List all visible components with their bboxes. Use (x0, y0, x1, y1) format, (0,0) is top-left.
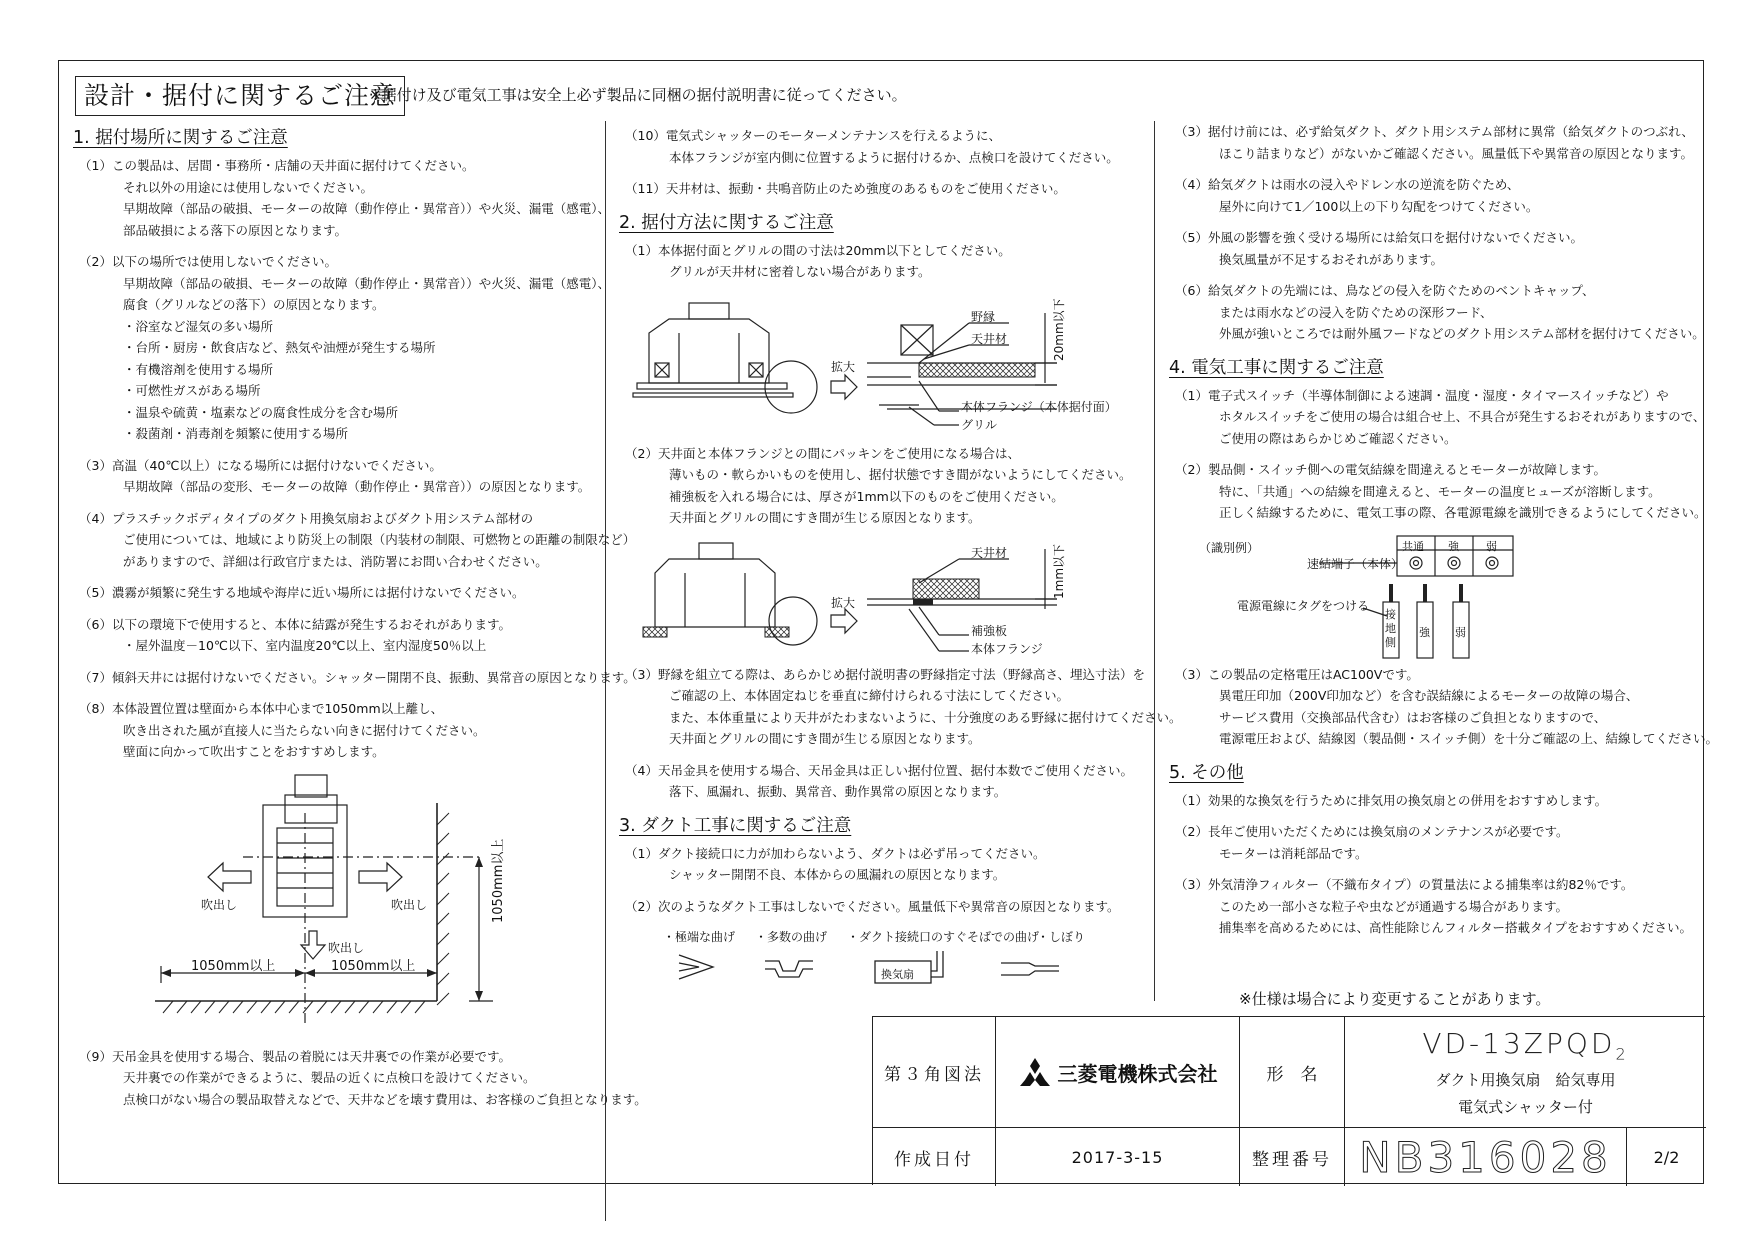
text-line: （2）以下の場所では使用しないでください。 (79, 254, 337, 269)
model-desc-1: ダクト用換気扇 給気専用 (1435, 1071, 1616, 1090)
list-item (73, 614, 603, 657)
section-5-heading: 5. その他 (1169, 762, 1244, 783)
section-3-item-1 (619, 843, 1149, 886)
column-3 (1169, 121, 1719, 949)
text-line: 早期故障（部品の変形、モーターの故障（動作停止・異常音））の原因となります。 (123, 479, 591, 494)
text-line: （2）天井面と本体フランジとの間にパッキンをご使用になる場合は、 (625, 445, 1021, 461)
list-item (619, 664, 1182, 750)
text-line: （10）電気式シャッターのモーターメンテナンスを行えるように、 (625, 128, 1002, 143)
terminal-col-strong: 強 (1448, 539, 1459, 553)
list-item (619, 843, 1149, 886)
list-item (619, 443, 1149, 529)
text-line: 捕集率を高めるためには、高性能除じんフィルター搭載タイプをおすすめください。 (1219, 920, 1693, 935)
column-divider-2 (1154, 121, 1155, 1001)
maker-cell (995, 1017, 1239, 1127)
text-line: （2）長年ご使用いただくためには換気扇のメンテナンスが必要です。 (1175, 824, 1569, 839)
section-3-heading: 3. ダクト工事に関するご注意 (619, 815, 852, 836)
text-line: （1）ダクト接続口に力が加わらないよう、ダクトは必ず吊ってください。 (625, 845, 1046, 861)
list-item (73, 251, 611, 445)
dim-label-left: 1050mm以上 (191, 958, 276, 974)
label-ceiling-material-2: 天井材 (971, 545, 1008, 560)
column-1 (73, 125, 647, 1120)
text-line: （5）外風の影響を強く受ける場所には給気口を据付けないでください。 (1175, 230, 1583, 245)
list-item (1169, 280, 1705, 345)
terminal-col-weak: 弱 (1486, 539, 1497, 553)
text-line: （2）製品側・スイッチ側への電気結線を間違えるとモーターが故障します。 (1175, 462, 1606, 477)
section-3-item-2 (619, 896, 1149, 918)
text-line: 早期故障（部品の破損、モーターの故障（動作停止・異常音））や火災、漏電（感電）、 (123, 201, 611, 216)
section-1-item-9 (73, 1046, 647, 1111)
number-cell: NB316028 (1344, 1127, 1626, 1186)
list-item (73, 508, 636, 573)
text-line: （3）据付け前には、必ず給気ダクト、ダクト用システム部材に異常（給気ダクトのつぶれ、 (1175, 124, 1694, 139)
text-line: （4）天吊金具を使用する場合、天吊金具は正しい据付位置、据付本数でご使用ください。 (625, 762, 1133, 778)
text-line: 特に、「共通」への結線を間違えると、モーターの温度ヒューズが溶断します。 (1219, 483, 1661, 499)
spec-note: ※仕様は場合により変更することがあります。 (1239, 990, 1551, 1008)
wire-tag-weak: 弱 (1455, 625, 1466, 639)
text-line: （8）本体設置位置は壁面から本体中心まで1050mm以上離し、 (79, 701, 444, 716)
text-line: （11）天井材は、振動・共鳴音防止のため強度のあるものをご使用ください。 (625, 181, 1066, 196)
page-title: 設計・据付に関するご注意 (75, 76, 405, 116)
dim-label-vertical: 1050mm以上 (491, 838, 506, 923)
text-line: ・殺菌剤・消毒剤を頻繁に使用する場所 (123, 426, 349, 441)
text-line: 電源電圧および、結線図（製品側・スイッチ側）を十分ご確認の上、結線してください。 (1219, 731, 1719, 746)
list-item (619, 178, 1149, 200)
text-line: 腐食（グリルなどの落下）の原因となります。 (123, 297, 385, 312)
text-line: 外風が強いところでは耐外風フードなどのダクト用システム部材を据付けてください。 (1219, 326, 1705, 341)
text-line: ・屋外温度－10℃以下、室内温度20℃以上、室内湿度50％以上 (123, 638, 487, 653)
text-line: 薄いもの・軟らかいものを使用し、据付状態ですき間がないようにしてください。 (669, 467, 1132, 482)
flange-figure-2 (619, 539, 1149, 664)
section-2-item-4 (619, 760, 1149, 803)
dim-label-1mm: 1mm以下 (1052, 543, 1066, 599)
wiring-figure (1169, 534, 1699, 664)
text-line: 天井面とグリルの間にすき間が生じる原因となります。 (669, 731, 981, 746)
list-item (1169, 227, 1699, 270)
section-3-items-continued (1169, 121, 1705, 345)
date-cell: 2017-3-15 (995, 1127, 1239, 1186)
duct-label-squeeze: ・しぼり (1037, 930, 1086, 944)
duct-labels (619, 927, 1149, 947)
mitsubishi-logo-icon (1018, 1056, 1052, 1088)
text-line: 正しく結線するために、電気工事の際、各電源電線を識別できるようにしてください。 (1219, 505, 1707, 520)
title-block (872, 1016, 1705, 1185)
list-item (1169, 790, 1699, 812)
section-4-item-3 (1169, 664, 1719, 750)
section-2-item-1 (619, 240, 1149, 283)
terminal-col-common: 共通 (1402, 539, 1424, 553)
text-line: ・温泉や硫黄・塩素などの腐食性成分を含む場所 (123, 404, 399, 420)
wire-tag-ground: 接地側 (1385, 607, 1396, 649)
text-line: （6）以下の環境下で使用すると、本体に結露が発生するおそれがあります。 (79, 616, 511, 632)
text-line: それ以外の用途には使用しないでください。 (123, 179, 374, 195)
label-reinforcing-plate: 補強板 (971, 623, 1008, 638)
text-line: がありますので、詳細は行政官庁または、消防署にお問い合わせください。 (123, 553, 548, 569)
text-line: 天井面とグリルの間にすき間が生じる原因となります。 (669, 510, 981, 525)
list-item (1169, 385, 1706, 450)
list-item (73, 582, 603, 604)
duct-label-sharp: ・極端な曲げ (663, 930, 736, 944)
blow-label-left: 吹出し (201, 897, 238, 912)
text-line: 点検口がない場合の製品取替えなどで、天井などを壊す費用は、お客様のご負担となります。 (123, 1091, 647, 1107)
list-item (1169, 874, 1699, 939)
list-item (1169, 664, 1719, 750)
column-2 (619, 125, 1182, 987)
model-label-cell: 形 名 (1239, 1017, 1344, 1127)
tag-label: 電源電線にタグをつける (1237, 598, 1370, 613)
list-item (73, 667, 636, 689)
list-item (73, 698, 603, 763)
duct-figure (619, 947, 1149, 987)
list-item (1169, 174, 1699, 217)
text-line: 壁面に向かって吹出すことをおすすめします。 (123, 744, 385, 759)
projection-cell: 第３角図法 (884, 1064, 984, 1085)
model-desc-2: 電気式シャッター付 (1458, 1098, 1593, 1117)
text-line: （3）この製品の定格電圧はAC100Vです。 (1175, 666, 1419, 682)
list-item (73, 155, 611, 241)
label-ceiling-material: 天井材 (971, 331, 1008, 346)
section-4-item-1 (1169, 385, 1706, 450)
text-line: 屋外に向けて1／100以上の下り勾配をつけてください。 (1219, 198, 1539, 214)
text-line: 補強板を入れる場合には、厚さが1mm以下のものをご使用ください。 (669, 488, 1064, 504)
text-line: 落下、風漏れ、振動、異常音、動作異常の原因となります。 (669, 784, 1007, 799)
wiring-example-label: （識別例） (1199, 540, 1260, 555)
text-line: 吹き出された風が直接人に当たらない向きに据付けてください。 (123, 722, 486, 738)
section-4-item-2 (1169, 459, 1707, 524)
list-item (73, 455, 603, 498)
text-line: （2）次のようなダクト工事はしないでください。風量低下や異常音の原因となります。 (625, 898, 1120, 914)
text-line: ご使用については、地域により防災上の制限（内装材の制限、可燃物との距離の制限など） (123, 532, 636, 547)
title-note: ※据付け及び電気工事は安全上必ず製品に同梱の据付説明書に従ってください。 (369, 86, 907, 104)
text-line: ・可燃性ガスがある場所 (123, 383, 261, 398)
text-line: ホタルスイッチをご使用の場合は組合せ上、不具合が発生するおそれがありますので、 (1219, 409, 1706, 424)
list-item (73, 1046, 647, 1111)
install-position-diagram (73, 773, 603, 1038)
text-line: また、本体重量により天井がたわまないように、十分強度のある野縁に据付けてください。 (669, 709, 1182, 725)
duct-label-near: ・ダクト接続口のすぐそばでの曲げ (847, 930, 1040, 944)
text-line: ほこり詰まりなど）がないかご確認ください。風量低下や異常音の原因となります。 (1219, 145, 1694, 161)
text-line: または雨水などの浸入を防ぐための深形フード、 (1219, 304, 1493, 320)
maker-name: 三菱電機株式会社 (1057, 1061, 1218, 1086)
section-1-items (73, 155, 636, 763)
text-line: シャッター開閉不良、本体からの風漏れの原因となります。 (669, 867, 1006, 882)
section-5-items (1169, 790, 1699, 939)
section-1-heading: 1. 据付場所に関するご注意 (73, 128, 288, 148)
section-2-heading: 2. 据付方法に関するご注意 (619, 212, 834, 233)
drawing-frame (58, 60, 1719, 1184)
model-cell (1344, 1017, 1706, 1127)
text-line: （1）電子式スイッチ（半導体制御による速調・温度・湿度・タイマースイッチなど）や (1175, 387, 1669, 403)
section-2-item-3 (619, 664, 1182, 750)
model-number: $VD-13ZPQD_2$ (1422, 1026, 1629, 1064)
dim-label-20mm: 20mm以下 (1052, 297, 1066, 361)
install-position-figure (73, 773, 603, 1038)
section-2-item-2 (619, 443, 1149, 529)
blow-label-down: 吹出し (328, 940, 365, 955)
text-line: 天井裏での作業ができるように、製品の近くに点検口を設けてください。 (123, 1070, 536, 1085)
label-flange-mount-face: 本体フランジ（本体据付面） (961, 399, 1117, 414)
text-line: （1）本体据付面とグリルの間の寸法は20mm以下としてください。 (625, 242, 1011, 258)
label-grille: グリル (961, 417, 998, 432)
text-line: （6）給気ダクトの先端には、鳥などの侵入を防ぐためのベントキャップ、 (1175, 283, 1595, 298)
list-item (1169, 459, 1707, 524)
text-line: （4）給気ダクトは雨水の浸入やドレン水の逆流を防ぐため、 (1175, 177, 1520, 192)
text-line: 異電圧印加（200V印加など）を含む誤結線によるモーターの故障の場合、 (1219, 688, 1639, 703)
list-item (619, 760, 1149, 803)
text-line: （5）濃霧が頻繁に発生する地域や海岸に近い場所には据付けないでください。 (79, 585, 525, 600)
text-line: （7）傾斜天井には据付けないでください。シャッター開閉不良、振動、異常音の原因となります。 (79, 669, 636, 685)
duct-label-many: ・多数の曲げ (755, 930, 828, 944)
flange-figure-1 (619, 293, 1149, 443)
text-line: （9）天吊金具を使用する場合、製品の着脱には天井裏での作業が必要です。 (79, 1048, 511, 1064)
text-line: 本体フランジが室内側に位置するように据付けるか、点検口を設けてください。 (669, 149, 1119, 165)
text-line: （3）野縁を組立てる際は、あらかじめ据付説明書の野縁指定寸法（野縁高さ、埋込寸法）を (625, 666, 1145, 682)
list-item (1169, 121, 1699, 164)
text-line: ご使用の際はあらかじめご確認ください。 (1219, 430, 1457, 446)
text-line: 早期故障（部品の破損、モーターの故障（動作停止・異常音））や火災、漏電（感電）、 (123, 275, 611, 291)
text-line: このため一部小さな粒子や虫などが通過する場合があります。 (1219, 898, 1569, 914)
date-label-cell: 作成日付 (873, 1127, 995, 1186)
text-line: ・有機溶剤を使用する場所 (123, 361, 274, 377)
blow-label-right: 吹出し (391, 897, 428, 912)
text-line: （1）効果的な換気を行うために排気用の換気扇との併用をおすすめします。 (1175, 792, 1608, 808)
label-noen: 野縁 (971, 309, 996, 324)
text-line: （3）高温（40℃以上）になる場所には据付けないでください。 (79, 457, 442, 473)
text-line: （3）外気清浄フィルター（不織布タイプ）の質量法による捕集率は約82％です。 (1175, 877, 1634, 892)
text-line: 部品破損による落下の原因となります。 (123, 222, 348, 238)
number-label-cell: 整理番号 (1239, 1127, 1344, 1186)
text-line: （1）この製品は、居間・事務所・店舗の天井面に据付けてください。 (79, 158, 475, 173)
zoom-label-1: 拡大 (831, 359, 856, 374)
section-1-items-continued (619, 125, 1149, 200)
text-line: グリルが天井材に密着しない場合があります。 (669, 264, 931, 279)
dim-label-right: 1050mm以上 (331, 958, 416, 974)
zoom-label-2: 拡大 (831, 595, 856, 610)
wire-tag-strong: 強 (1419, 625, 1430, 639)
label-flange: 本体フランジ (971, 641, 1043, 656)
text-line: 換気風量が不足するおそれがあります。 (1219, 251, 1444, 267)
list-item (1169, 821, 1699, 864)
text-line: ・台所・厨房・飲食店など、熱気や油煙が発生する場所 (123, 340, 436, 355)
text-line: サービス費用（交換部品代含む）はお客様のご負担となりますので、 (1219, 709, 1607, 725)
list-item (619, 125, 1149, 168)
page-cell: 2/2 (1626, 1127, 1706, 1186)
text-line: ご確認の上、本体固定ねじを垂直に締付けられる寸法にしてください。 (669, 688, 1070, 703)
list-item (619, 896, 1149, 918)
terminal-label: 速結端子（本体） (1307, 556, 1404, 571)
text-line: モーターは消耗部品です。 (1219, 845, 1368, 861)
text-line: ・浴室など湿気の多い場所 (123, 318, 274, 334)
list-item (619, 240, 1149, 283)
section-4-heading: 4. 電気工事に関するご注意 (1169, 357, 1384, 378)
text-line: （4）プラスチックボディタイプのダクト用換気扇およびダクト用システム部材の (79, 510, 534, 526)
duct-box-label: 換気扇 (881, 968, 914, 981)
